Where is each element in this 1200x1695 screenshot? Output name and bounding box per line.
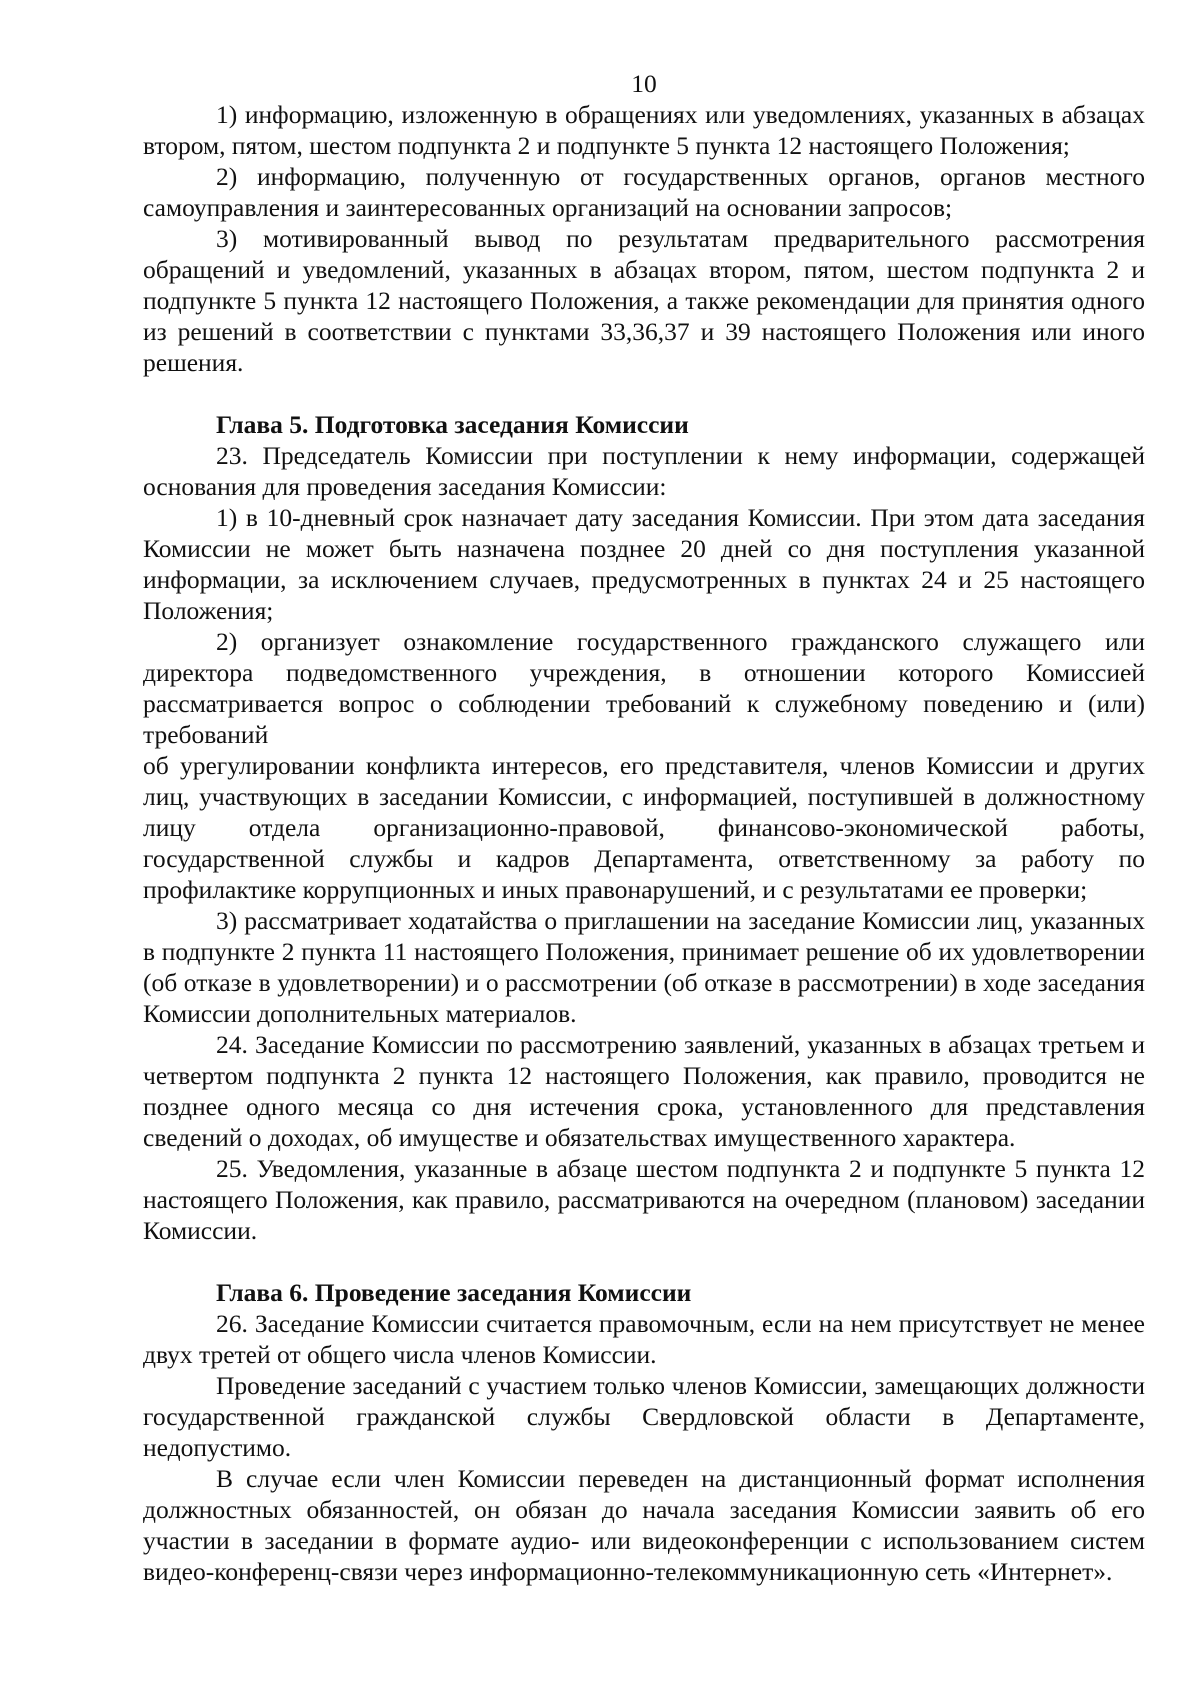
paragraph-23-item-1: 1) в 10-дневный срок назначает дату заседания Комиссии. При этом дата заседания Комиссии не может быть назначена позднее 20 дней со дня поступления указанной информации, за исключением случаев, предусмотренных в пунктах 24 и 25 настоящего Положения; [143,503,1145,625]
paragraph-item-1: 1) информацию, изложенную в обращениях или уведомлениях, указанных в абзацах втором, пятом, шестом подпункта 2 и подпункте 5 пункта 12 настоящего Положения; [143,100,1145,160]
paragraph-25: 25. Уведомления, указанные в абзаце шестом подпункта 2 и подпункте 5 пункта 12 настоящего Положения, как правило, рассматриваются на очередном (плановом) заседании Комиссии. [143,1154,1145,1245]
document-page [143,68,1145,1587]
paragraph-item-3: 3) мотивированный вывод по результатам предварительного рассмотрения обращений и уведомлений, указанных в абзацах втором, пятом, шестом подпункта 2 и подпункте 5 пункта 12 настоящего Положения, а также рекомендации для принятия одного из решений в соответствии с пунктами 33,36,37 и 39 настоящего Положения или иного решения. [143,224,1145,377]
chapter-5-heading: Глава 5. Подготовка заседания Комиссии [216,410,689,439]
chapter-6-heading: Глава 6. Проведение заседания Комиссии [216,1278,692,1307]
paragraph-26: 26. Заседание Комиссии считается правомочным, если на нем присутствует не менее двух третей от общего числа членов Комиссии. [143,1309,1145,1369]
paragraph-item-2: 2) информацию, полученную от государственных органов, органов местного самоуправления и заинтересованных организаций на основании запросов; [143,162,1145,222]
paragraph-26-part-3: В случае если член Комиссии переведен на дистанционный формат исполнения должностных обязанностей, он обязан до начала заседания Комиссии заявить об его участии в заседании в формате аудио- или видеоконференции с использованием систем видео-конференц-связи через информационно-телекоммуникационную сеть «Интернет». [143,1464,1145,1586]
paragraph-23-item-2: 2) организует ознакомление государственного гражданского служащего или директора подведомственного учреждения, в отношении которого Комиссией рассматривается вопрос о соблюдении требований к служебному поведению и (или) требований [143,627,1145,749]
page-number: 10 [631,69,657,98]
paragraph-23-item-2-continued: об урегулировании конфликта интересов, его представителя, членов Комиссии и других лиц, участвующих в заседании Комиссии, с информацией, поступившей в должностному лицу отдела организационно-правовой, финансово-экономической работы, государственной службы и кадров Департамента, ответственному за работу по профилактике коррупционных и иных правонарушений, и с результатами ее проверки; [143,751,1145,904]
paragraph-23: 23. Председатель Комиссии при поступлении к нему информации, содержащей основания для проведения заседания Комиссии: [143,441,1145,501]
paragraph-24: 24. Заседание Комиссии по рассмотрению заявлений, указанных в абзацах третьем и четвертом подпункта 2 пункта 12 настоящего Положения, как правило, проводится не позднее одного месяца со дня истечения срока, установленного для представления сведений о доходах, об имуществе и обязательствах имущественного характера. [143,1030,1145,1152]
paragraph-26-part-2: Проведение заседаний с участием только членов Комиссии, замещающих должности государственной гражданской службы Свердловской области в Департаменте, недопустимо. [143,1371,1145,1462]
paragraph-23-item-3: 3) рассматривает ходатайства о приглашении на заседание Комиссии лиц, указанных в подпункте 2 пункта 11 настоящего Положения, принимает решение об их удовлетворении (об отказе в удовлетворении) и о рассмотрении (об отказе в рассмотрении) в ходе заседания Комиссии дополнительных материалов. [143,906,1145,1028]
